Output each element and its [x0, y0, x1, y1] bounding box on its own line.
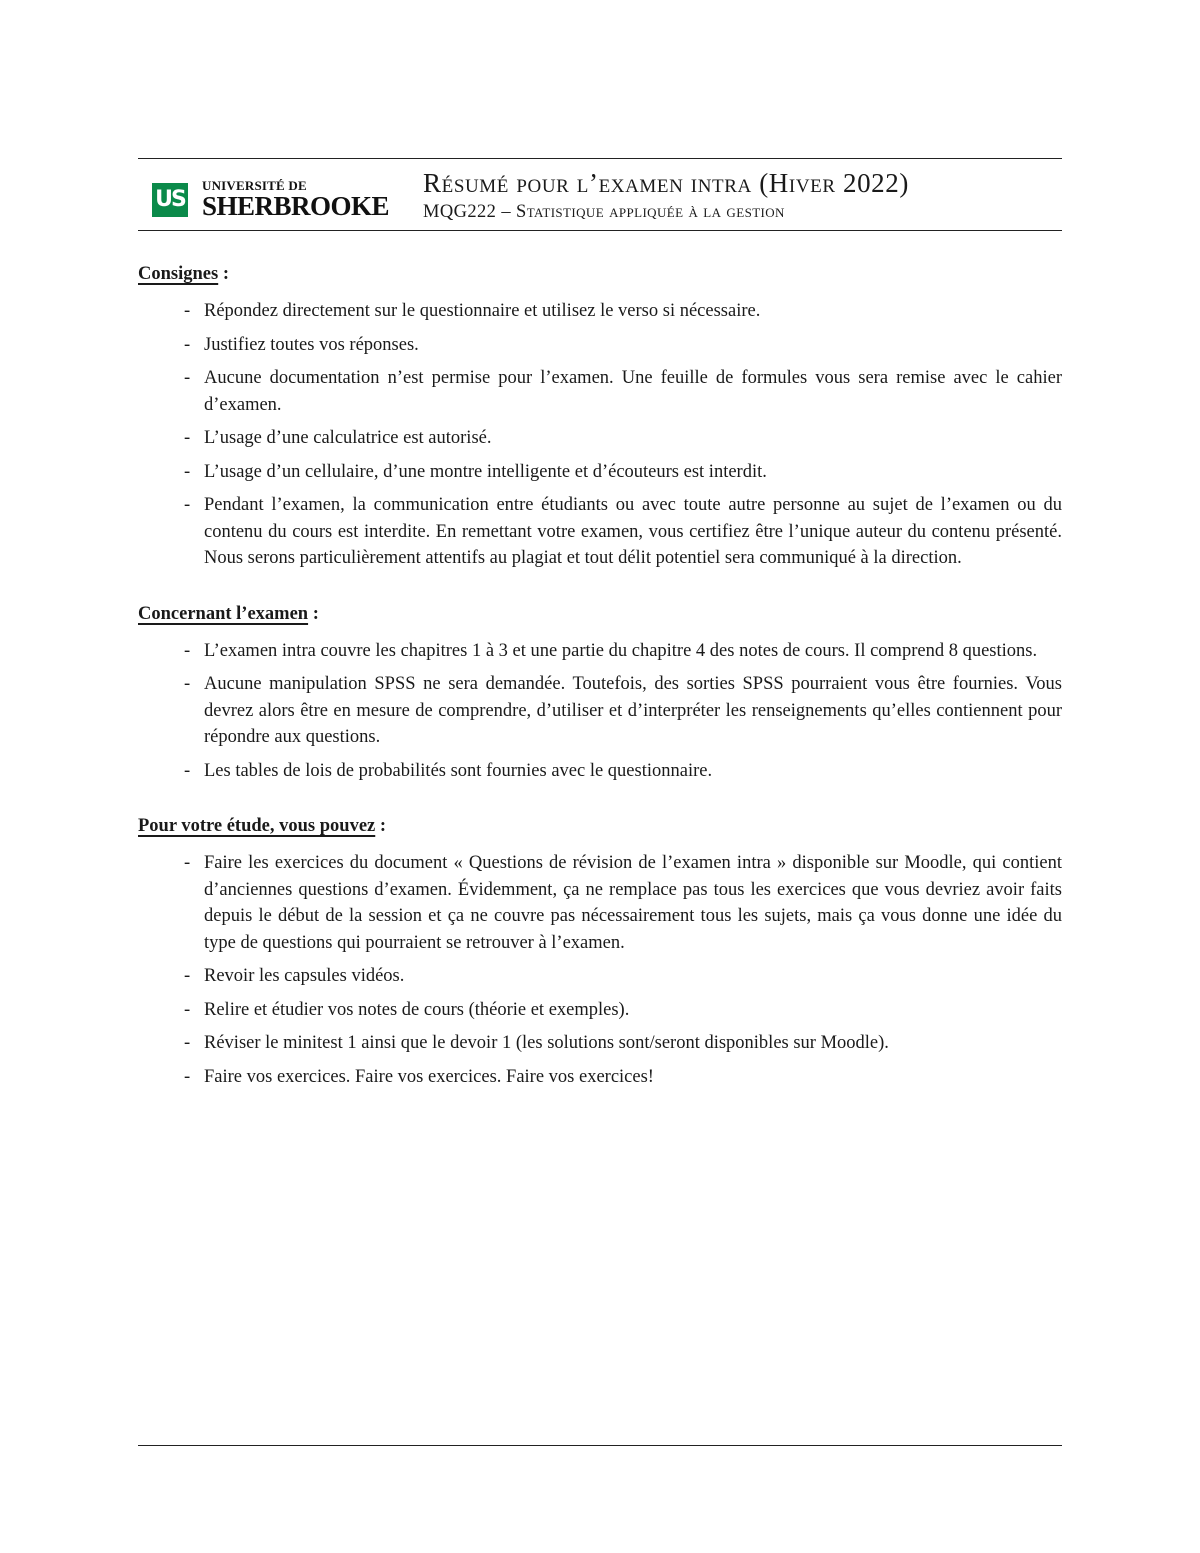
bullet-dash: - [184, 966, 191, 986]
bullet-dash: - [184, 999, 191, 1020]
page-title: Résumé pour l’examen intra (Hiver 2022) [423, 168, 909, 198]
list-item-text: L’usage d’un cellulaire, d’une montre intelligente et d’écouteurs est interdit. [204, 461, 767, 482]
bullet-dash: - [184, 1066, 191, 1087]
header-bottom-rule [138, 230, 1062, 231]
list-item [138, 997, 1062, 1024]
section-heading-colon: : [218, 264, 229, 284]
bullet-dash: - [184, 368, 191, 388]
section-heading [138, 260, 1062, 288]
list-item [138, 963, 1062, 990]
list-item-text: Aucune manipulation SPSS ne sera demandée. Toutefois, des sorties SPSS pourraient vous être fournies. Vous devrez alors être en mesure de comprendre, d’utiliser et d’interpréter les renseignements qu’elles contiennent pour répondre aux questions. [204, 674, 1062, 747]
section-consignes [138, 260, 1062, 572]
list-item [138, 758, 1062, 785]
logo-line-1: UNIVERSITÉ DE [202, 178, 307, 193]
list-item [138, 492, 1062, 572]
page-header [138, 160, 1062, 230]
university-logo-wordmark [202, 179, 389, 220]
list-item-text: Répondez directement sur le questionnaire et utilisez le verso si nécessaire. [204, 301, 761, 321]
list-item [138, 638, 1062, 665]
university-logo-icon: US [152, 183, 188, 217]
bullet-dash: - [184, 640, 191, 661]
instruction-list [138, 298, 1062, 572]
header-top-rule [138, 158, 1062, 159]
list-item-text: L’examen intra couvre les chapitres 1 à 3 et une partie du chapitre 4 des notes de cours. Il comprend 8 questions. [204, 640, 1038, 661]
list-item [138, 850, 1062, 956]
bullet-dash: - [184, 674, 191, 694]
list-item [138, 332, 1062, 359]
list-item-text: Aucune documentation n’est permise pour l’examen. Une feuille de formules vous sera remise avec le cahier d’examen. [204, 368, 1062, 415]
list-item [138, 1064, 1062, 1091]
page-subtitle: MQG222 – Statistique appliquée à la gestion [423, 202, 785, 222]
list-item-text: Faire vos exercices. Faire vos exercices. Faire vos exercices! [204, 1066, 654, 1087]
university-logo [152, 179, 389, 220]
section-heading [138, 600, 1062, 628]
section-heading-colon: : [375, 816, 387, 836]
list-item-text: Justifiez toutes vos réponses. [204, 334, 419, 355]
document-body [138, 260, 1062, 1118]
section-heading-text: Concernant l’examen [138, 603, 309, 624]
list-item [138, 298, 1062, 325]
section-heading-colon: : [308, 603, 319, 624]
section-heading-text: Pour votre étude, vous pouvez [138, 816, 376, 836]
exam-info-list [138, 638, 1062, 785]
list-item-text: Les tables de lois de probabilités sont fournies avec le questionnaire. [204, 760, 713, 781]
bullet-dash: - [184, 428, 191, 448]
logo-line-2: SHERBROOKE [202, 191, 390, 221]
list-item-text: L’usage d’une calculatrice est autorisé. [204, 428, 492, 448]
section-heading [138, 812, 1062, 840]
list-item [138, 459, 1062, 486]
list-item [138, 425, 1062, 452]
list-item-text: Faire les exercices du document « Questions de révision de l’examen intra » disponible sur Moodle, qui contient d’anciennes questions d’examen. Évidemment, ça ne remplace pas tous les exercices que vous devriez avoir faits depuis le début de la session et ça ne couvre pas nécessairement tous les sujets, mais ça vous donne une idée du type de questions qui pourraient se retrouver à l’examen. [204, 853, 1062, 953]
bullet-dash: - [184, 301, 191, 321]
bullet-dash: - [184, 495, 191, 515]
list-item-text: Revoir les capsules vidéos. [204, 966, 405, 986]
section-concernant-examen [138, 600, 1062, 785]
list-item [138, 1030, 1062, 1057]
bullet-dash: - [184, 853, 191, 873]
list-item-text: Réviser le minitest 1 ainsi que le devoir 1 (les solutions sont/seront disponibles sur Moodle). [204, 1033, 889, 1053]
section-etude [138, 812, 1062, 1090]
bullet-dash: - [184, 760, 191, 781]
list-item-text: Relire et étudier vos notes de cours (théorie et exemples). [204, 999, 630, 1020]
list-item [138, 671, 1062, 751]
section-heading-text: Consignes [138, 264, 219, 284]
header-titles [423, 166, 1062, 224]
bullet-dash: - [184, 461, 191, 482]
study-tips-list [138, 850, 1062, 1090]
list-item [138, 365, 1062, 418]
bullet-dash: - [184, 334, 191, 355]
list-item-text: Pendant l’examen, la communication entre étudiants ou avec toute autre personne au sujet de l’examen ou du contenu du cours est interdite. En remettant votre examen, vous certifiez être l’unique auteur du contenu présenté. Nous serons particulièrement attentifs au plagiat et tout délit potentiel sera communiqué à la direction. [204, 495, 1062, 568]
bullet-dash: - [184, 1033, 191, 1053]
footer-rule [138, 1445, 1062, 1446]
